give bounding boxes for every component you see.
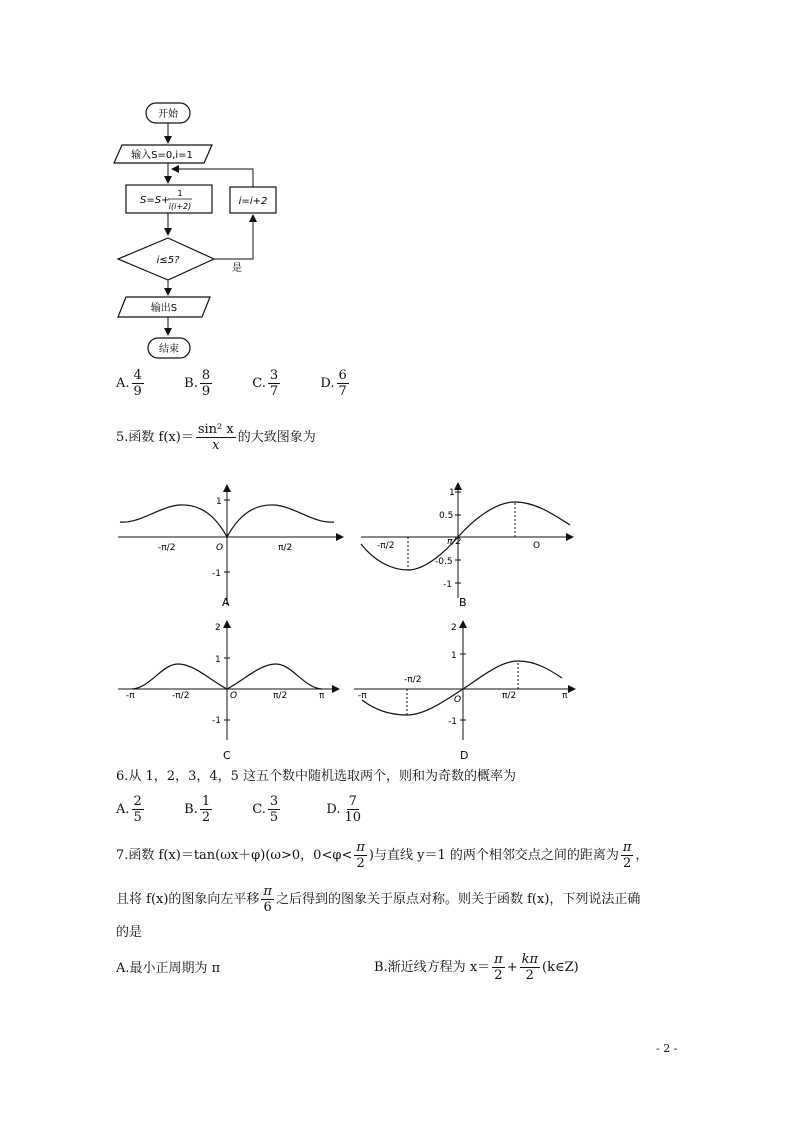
q6-options [116,794,396,825]
q4-options [116,368,384,399]
q7-line1: 7.函数 f(x)＝tan(ωx＋φ)(ω>0，0<φ< $\frac{\pi}{2}$ )与直线 y＝1 的两个相邻交点之间的距离为 $\frac{\pi}{2}$ ， [116,840,649,871]
graph-d-tick-neg1: -1 [448,717,457,727]
graph-c-tick-1: 1 [215,655,221,665]
q5-stem: 5.函数 f(x)＝ $\frac{\text{sin² x}}{x}$ 的大致图象为 [116,422,316,453]
flow-assign-num: 1 [177,189,183,198]
graph-c-tick-neg-pi2: -π/2 [172,691,190,701]
flow-output-text: 输出S [150,303,178,314]
graph-d-tick-neg-pi: -π [358,691,367,701]
q4-option-a[interactable]: A. $\frac{4}{9}$ [116,368,142,399]
q6-option-c[interactable]: C. $\frac{3}{5}$ [252,794,279,825]
q6-option-b[interactable]: B. $\frac{1}{2}$ [184,794,211,825]
flow-end-text: 结束 [159,344,179,355]
q7-option-a[interactable]: A.最小正周期为 π [116,961,221,976]
graph-b-tick-pi2: O [533,541,541,551]
q6-option-d[interactable]: D. $\frac{7}{10}$ [326,794,362,825]
graph-b-tick-neg-pi2: -π/2 [377,541,395,551]
q7-line3: 的是 [116,925,143,940]
q4-option-d[interactable]: D. $\frac{6}{7}$ [320,368,347,399]
graph-c-tick-pi2: π/2 [273,691,288,701]
graph-d-tick-neg-pi2: -π/2 [404,675,422,685]
graph-b-tick-neg1: -1 [443,580,452,590]
graph-c-tick-neg1: -1 [212,716,221,726]
q6-stem: 6.从 1，2，3，4，5 这五个数中随机选取两个，则和为奇数的概率为 [116,769,517,784]
graph-b-label: B [459,596,467,609]
flow-condition-text: i≤5? [156,255,180,266]
graph-a-origin: O [216,543,224,553]
graph-d-origin: O [454,695,462,705]
graph-d-curve [362,661,562,715]
graph-b[interactable] [355,480,590,615]
flow-assign-den: i(i+2) [168,202,192,211]
graph-a-tick-neg-pi2: -π/2 [158,543,176,553]
graph-b-origin: π/2 [447,537,462,547]
q4-option-b[interactable]: B. $\frac{8}{9}$ [184,368,211,399]
graph-a-tick-1: 1 [216,497,222,507]
graph-a-tick-neg1: -1 [212,569,221,579]
graph-d-tick-pi2: π/2 [502,691,517,701]
flow-yes-label: 是 [232,263,242,274]
q7-option-b[interactable]: B.渐近线方程为 x＝ $\frac{\pi}{2}$ + $\frac{k\pi}{2}$ (k∈Z) [374,952,579,983]
graph-c-tick-neg-pi: -π [126,691,135,701]
q4-option-c[interactable]: C. $\frac{3}{7}$ [252,368,279,399]
graph-d-tick-2: 2 [451,623,457,633]
graph-b-tick-neg05: -0.5 [435,557,453,567]
graph-b-curve [361,502,570,570]
graph-c-origin: O [230,691,238,701]
q7-line2: 且将 f(x)的图象向左平移 $\frac{\pi}{6}$ 之后得到的图象关于原点对称。则关于函数 f(x)，下列说法正确 [116,884,641,915]
graph-a[interactable] [110,480,350,615]
graph-c-label: C [223,749,231,762]
page-number: - 2 - [656,1042,678,1055]
graph-d-label: D [460,749,469,762]
graph-a-label: A [222,596,230,609]
q6-option-a[interactable]: A. $\frac{2}{5}$ [116,794,142,825]
graph-b-tick-1: 1 [449,488,455,498]
graph-c-tick-pi: π [319,691,325,701]
graph-c-tick-2: 2 [215,623,221,633]
flow-input-text: 输入S=0,i=1 [131,150,193,161]
graph-d[interactable] [350,618,590,763]
graph-b-tick-05: 0.5 [439,511,454,521]
graph-a-tick-pi2: π/2 [278,543,293,553]
flow-update-text: i=i+2 [238,196,268,207]
graph-d-tick-1: 1 [451,651,457,661]
graph-d-tick-pi: π [562,691,568,701]
flow-start-text: 开始 [158,109,178,120]
graph-c[interactable] [110,618,350,763]
flow-assign-lhs: S=S+ [140,195,170,206]
flowchart [100,95,300,370]
